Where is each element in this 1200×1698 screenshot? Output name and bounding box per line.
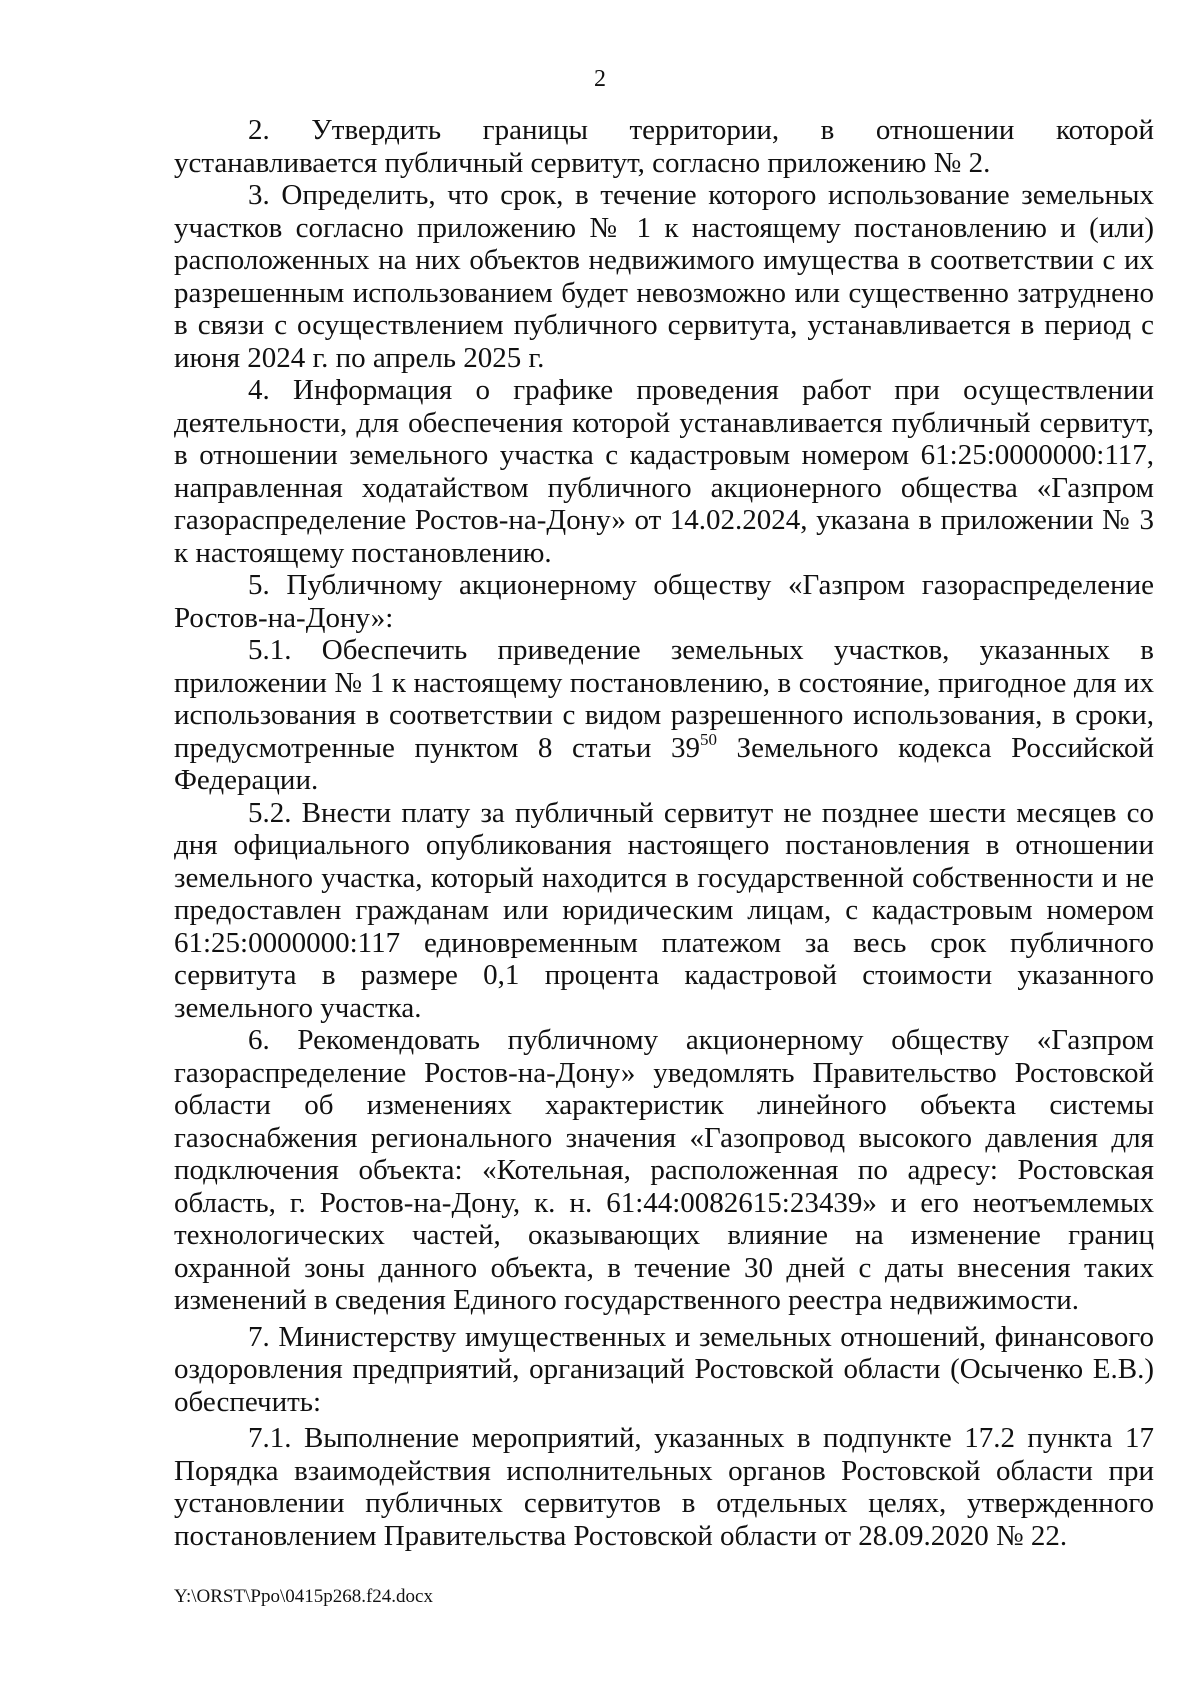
paragraph-2: 2. Утвердить границы территории, в отношении которой устанавливается публичный сервитут, согласно приложению № 2. — [174, 114, 1154, 179]
paragraph-5-1-text: 5.1. Обеспечить приведение земельных участков, указанных в приложении № 1 к настоящему постановлению, в состояние, пригодное для их использования в соответствии с видом разрешенного использования, в сроки, предусмотренные пунктом 8 статьи 39 — [174, 634, 1154, 764]
paragraph-3: 3. Определить, что срок, в течение которого использование земельных участков согласно приложению № 1 к настоящему постановлению и (или) расположенных на них объектов недвижимого имущества в соответствии с их разрешенным использованием будет невозможно или существенно затруднено в связи с осуществлением публичного сервитута, устанавливается в период с июня 2024 г. по апрель 2025 г. — [174, 179, 1154, 374]
paragraph-7: 7. Министерству имущественных и земельных отношений, финансового оздоровления предприятий, организаций Ростовской области (Осыченко Е.В.) обеспечить: — [174, 1320, 1154, 1418]
file-path-footer: Y:\ORST\Ppo\0415p268.f24.docx — [174, 1586, 433, 1607]
paragraph-7-1: 7.1. Выполнение мероприятий, указанных в подпункте 17.2 пункта 17 Порядка взаимодействия исполнительных органов Ростовской области при установлении публичных сервитутов в отдельных целях, утвержденного постановлением Правительства Ростовской области от 28.09.2020 № 22. — [174, 1422, 1154, 1552]
paragraph-5-1-tail: Земельного кодекса Российской Федерации. — [174, 731, 1154, 796]
paragraph-6: 6. Рекомендовать публичному акционерному обществу «Газпром газораспределение Ростов-на-Дону» уведомлять Правительство Ростовской области об изменениях характеристик линейного объекта системы газоснабжения регионального значения «Газопровод высокого давления для подключения объекта: «Котельная, расположенная по адресу: Ростовская область, г. Ростов-на-Дону, к. н. 61:44:0082615:23439» и его неотъемлемых технологических частей, оказывающих влияние на изменение границ охранной зоны данного объекта, в течение 30 дней с даты внесения таких изменений в сведения Единого государственного реестра недвижимости. — [174, 1024, 1154, 1316]
document-body — [174, 114, 1154, 1552]
article-superscript: 50 — [699, 729, 717, 749]
paragraph-5: 5. Публичному акционерному обществу «Газпром газораспределение Ростов-на-Дону»: — [174, 569, 1154, 634]
page-number: 2 — [594, 66, 606, 92]
paragraph-5-2: 5.2. Внести плату за публичный сервитут не позднее шести месяцев со дня официального опубликования настоящего постановления в отношении земельного участка, который находится в государственной собственности и не предоставлен гражданам или юридическим лицам, с кадастровым номером 61:25:0000000:117 единовременным платежом за весь срок публичного сервитута в размере 0,1 процента кадастровой стоимости указанного земельного участка. — [174, 796, 1154, 1024]
paragraph-4: 4. Информация о графике проведения работ при осуществлении деятельности, для обеспечения которой устанавливается публичный сервитут, в отношении земельного участка с кадастровым номером 61:25:0000000:117, направленная ходатайством публичного акционерного общества «Газпром газораспределение Ростов-на-Дону» от 14.02.2024, указана в приложении № 3 к настоящему постановлению. — [174, 374, 1154, 569]
paragraph-5-1 — [174, 634, 1154, 797]
